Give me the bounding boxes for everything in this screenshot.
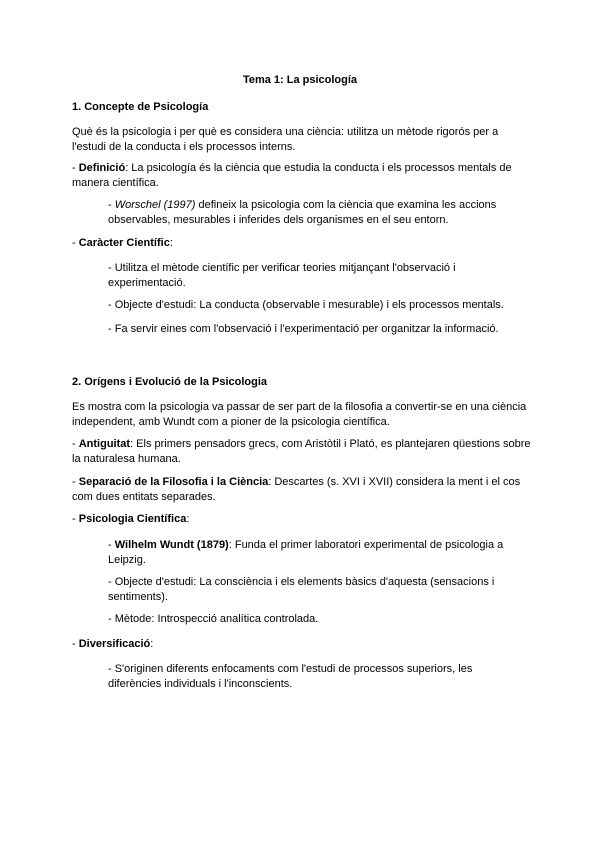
worschel-author: Worschel (1997)	[114, 199, 196, 211]
section-1-intro: Què és la psicologia i per què es considera una ciència: utilitza un mètode rigorós per a l'estudi de la conducta i els processos interns.	[72, 126, 499, 153]
bullet-dash: -	[72, 638, 79, 650]
cientifica-term: Psicologia Científica	[78, 513, 187, 525]
cientifica-colon: :	[186, 513, 190, 525]
definicio-term: Definició	[78, 162, 126, 174]
bullet-dash: -	[72, 513, 79, 525]
diversificacio-paragraph	[72, 637, 532, 652]
diversificacio-term: Diversificació	[78, 638, 151, 650]
document-title: Tema 1: La psicología	[242, 74, 358, 86]
section-2-intro: Es mostra com la psicologia va passar de ser part de la filosofia a convertir-se en una ciència independent, amb Wundt com a pioner de la psicologia científica.	[72, 401, 527, 428]
bullet-dash: -	[72, 237, 79, 249]
caracter-colon: :	[169, 237, 173, 249]
antiguitat-term: Antiguitat	[78, 438, 131, 450]
cientifica-item: - Mètode: Introspecció analítica controlada.	[108, 613, 319, 625]
bullet-dash: -	[72, 162, 79, 174]
diversificacio-item: - S'originen diferents enfocaments com l'estudi de processos superiors, les diferències individuals i l'inconscients.	[108, 663, 473, 690]
separacio-term: Separació de la Filosofia i la Ciència	[78, 476, 269, 488]
diversificacio-colon: :	[150, 638, 154, 650]
separacio-text: : Descartes (s. XVI i XVII) considera la ment i el cos com dues entitats separades.	[72, 476, 521, 503]
section-2-heading: 2. Orígens i Evolució de la Psicologia	[72, 376, 268, 388]
bullet-dash: -	[72, 438, 79, 450]
definicio-text: : La psicología és la ciència que estudia la conducta i els processos mentals de manera científica.	[72, 162, 512, 189]
wundt-text: : Funda el primer laboratori experimental de psicologia a Leipzig.	[108, 539, 504, 566]
bullet-dash: -	[108, 199, 115, 211]
wundt-paragraph	[108, 538, 528, 568]
caracter-item: - Utilitza el mètode científic per verificar teories mitjançant l'observació i experimentació.	[108, 262, 456, 289]
cientifica-item: - Objecte d'estudi: La consciència i els elements bàsics d'aquesta (sensacions i sentiments).	[108, 576, 495, 603]
worschel-text: defineix la psicologia com la ciència que examina les accions observables, mesurables i inferides dels organismes en el seu entorn.	[108, 199, 497, 226]
caracter-item: - Objecte d'estudi: La conducta (observable i mesurable) i els processos mentals.	[108, 299, 504, 311]
antiguitat-paragraph	[72, 437, 532, 467]
caracter-item: - Fa servir eines com l'observació i l'experimentació per organitzar la informació.	[108, 323, 499, 335]
bullet-dash: -	[72, 476, 79, 488]
caracter-term: Caràcter Científic	[78, 237, 170, 249]
worschel-paragraph	[108, 198, 528, 228]
definicio-paragraph	[72, 161, 532, 191]
cientifica-paragraph	[72, 512, 532, 527]
separacio-paragraph	[72, 475, 532, 505]
caracter-paragraph	[72, 236, 532, 251]
section-1-heading: 1. Concepte de Psicología	[72, 101, 209, 113]
antiguitat-text: : Els primers pensadors grecs, com Aristòtil i Plató, es plantejaren qüestions sobre la naturalesa humana.	[72, 438, 531, 465]
bullet-dash: -	[108, 539, 115, 551]
wundt-term: Wilhelm Wundt (1879)	[114, 539, 229, 551]
